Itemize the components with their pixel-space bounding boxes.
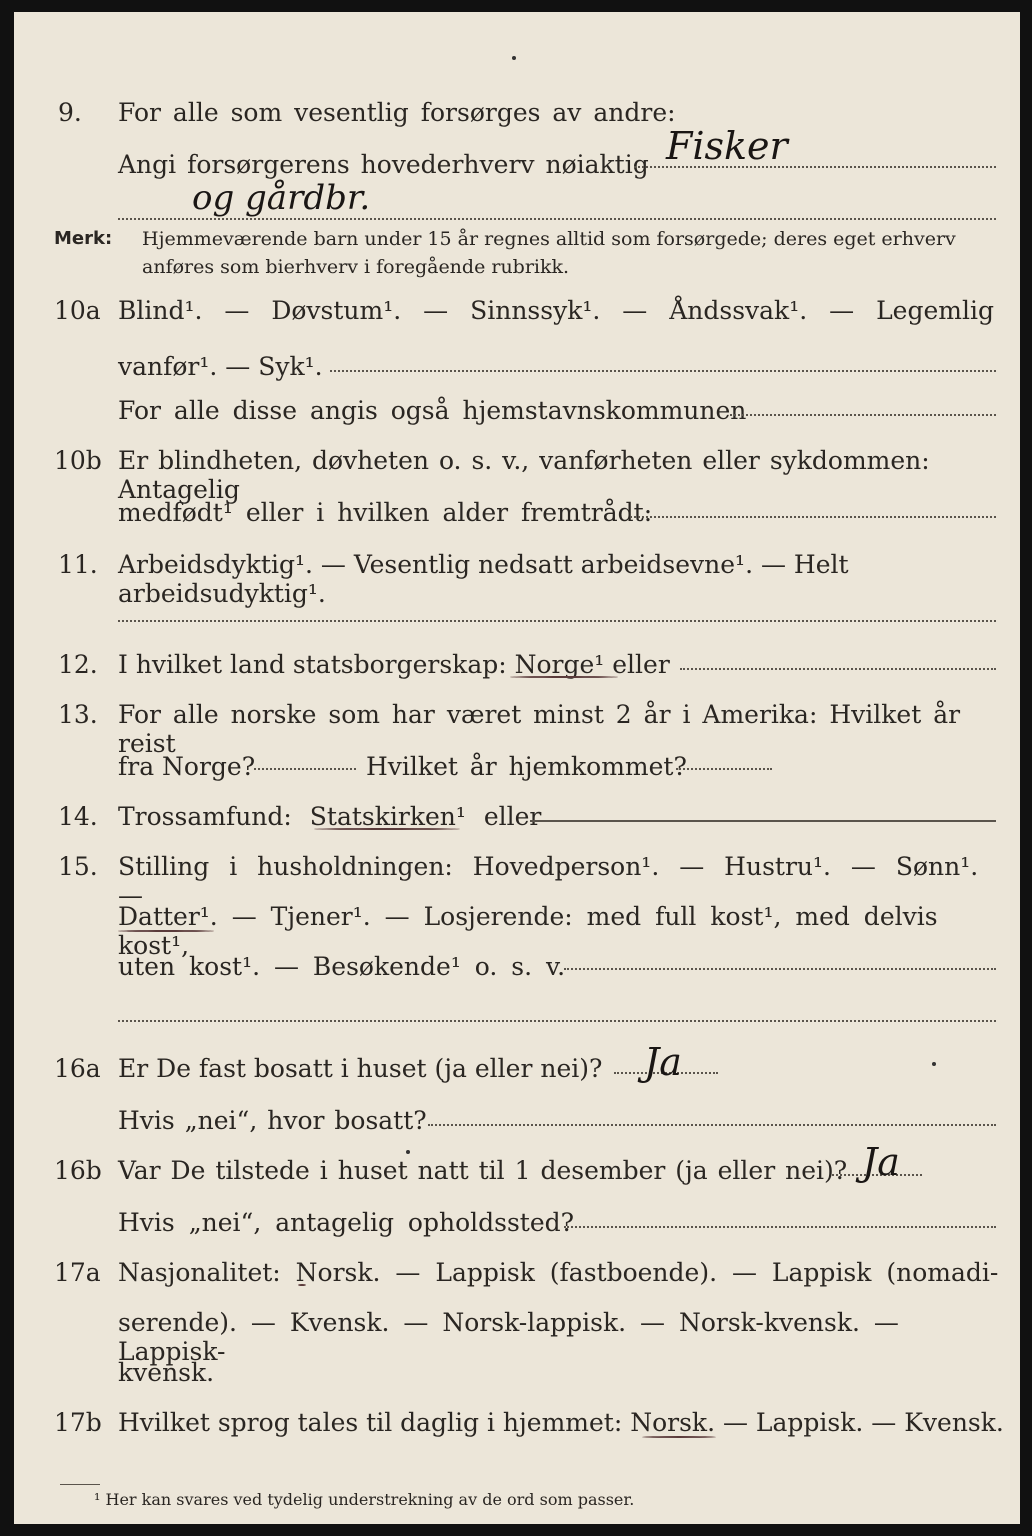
q17a-norsk-underline — [298, 1284, 306, 1286]
q13-hjemkommet-answer-line — [676, 768, 772, 770]
q13-reist-answer-line — [254, 768, 356, 770]
q16a-line1: Er De fast bosatt i huset (ja eller nei)? — [118, 1054, 603, 1083]
q16b-number: 16b — [54, 1156, 102, 1185]
paper-speck — [512, 56, 516, 60]
q9-handwritten-answer-1: Fisker — [666, 124, 788, 168]
q16a-number: 16a — [54, 1054, 101, 1083]
q13-line2a: fra Norge? — [118, 752, 256, 781]
q10b-number: 10b — [54, 446, 102, 475]
q16a-handwritten-answer: Ja — [644, 1040, 682, 1084]
q10a-number: 10a — [54, 296, 101, 325]
q17a-line1: Nasjonalitet: Norsk. — Lappisk (fastboende). — Lappisk (nomadi- — [118, 1258, 999, 1287]
q14-statskirken-underline — [314, 828, 460, 830]
q10a-answer-line — [330, 370, 996, 372]
q9-line1: For alle som vesentlig forsørges av andre: — [118, 98, 676, 127]
q13-number: 13. — [58, 700, 98, 729]
paper-speck — [932, 1062, 936, 1066]
q15-number: 15. — [58, 852, 98, 881]
q12-norge-underline — [510, 676, 618, 678]
q16b-line1: Var De tilstede i huset natt til 1 desember (ja eller nei)? — [118, 1156, 848, 1185]
footnote-rule — [60, 1484, 100, 1485]
q17a-number: 17a — [54, 1258, 101, 1287]
q9-number: 9. — [58, 98, 82, 127]
paper-speck — [406, 1150, 410, 1154]
q10b-line2: medfødt¹ eller i hvilken alder fremtrådt: — [118, 498, 653, 527]
q16a-answer-line-2 — [428, 1124, 996, 1126]
q11-line1: Arbeidsdyktig¹. — Vesentlig nedsatt arbeidsevne¹. — Helt arbeidsudyktig¹. — [118, 550, 849, 608]
q13-line1: For alle norske som har været minst 2 år i Amerika: Hvilket år reist — [118, 700, 961, 758]
q16b-handwritten-answer: Ja — [862, 1140, 900, 1184]
q15-datter-underline — [118, 930, 214, 932]
q9-line2: Angi forsørgerens hovederhverv nøiaktig — [118, 150, 649, 179]
q12-answer-line — [680, 668, 996, 670]
q10a-line1: Blind¹. — Døvstum¹. — Sinnssyk¹. — Åndssvak¹. — Legemlig — [118, 296, 994, 325]
q11-answer-line — [118, 620, 996, 622]
q12-number: 12. — [58, 650, 98, 679]
q17b-norsk-underline — [642, 1436, 716, 1438]
q10a-line2: vanfør¹. — Syk¹. — [118, 352, 323, 381]
q15-line3: uten kost¹. — Besøkende¹ o. s. v. — [118, 952, 566, 981]
merk-line1: Hjemmeværende barn under 15 år regnes alltid som forsørgede; deres eget erhverv — [142, 228, 956, 250]
q17a-line2: serende). — Kvensk. — Norsk-lappisk. — Norsk-kvensk. — Lappisk- — [118, 1308, 899, 1366]
q10a-answer-line-2 — [730, 414, 996, 416]
q9-handwritten-answer-2: og gårdbr. — [192, 178, 371, 218]
q9-answer-line-2 — [118, 218, 996, 220]
q15-answer-line — [564, 968, 996, 970]
q10b-answer-line — [630, 516, 996, 518]
merk-line2: anføres som bierhverv i foregående rubrikk. — [142, 256, 570, 278]
q10a-line3: For alle disse angis også hjemstavnskommunen — [118, 396, 747, 425]
q11-number: 11. — [58, 550, 98, 579]
footnote: ¹ Her kan svares ved tydelig understrekning av de ord som passer. — [94, 1490, 635, 1509]
census-form-page — [14, 12, 1020, 1524]
q17b-line1: Hvilket sprog tales til daglig i hjemmet: Norsk. — Lappisk. — Kvensk. — [118, 1408, 1004, 1437]
q14-answer-line — [530, 820, 996, 822]
merk-label: Merk: — [54, 228, 113, 249]
q15-line2: Datter¹. — Tjener¹. — Losjerende: med full kost¹, med delvis kost¹, — [118, 902, 938, 960]
q15-answer-line-2 — [118, 1020, 996, 1022]
q15-line1: Stilling i husholdningen: Hovedperson¹. — Hustru¹. — Sønn¹. — — [118, 852, 979, 910]
q13-line2b: Hvilket år hjemkommet? — [366, 752, 687, 781]
q16b-answer-line-2 — [564, 1226, 996, 1228]
q14-number: 14. — [58, 802, 98, 831]
q17b-number: 17b — [54, 1408, 102, 1437]
q16a-line2: Hvis „nei“, hvor bosatt? — [118, 1106, 427, 1135]
q12-line1: I hvilket land statsborgerskap: Norge¹ eller — [118, 650, 670, 679]
q16b-line2: Hvis „nei“, antagelig opholdssted? — [118, 1208, 575, 1237]
q14-line1: Trossamfund: Statskirken¹ eller — [118, 802, 542, 831]
q10b-line1: Er blindheten, døvheten o. s. v., vanførheten eller sykdommen: Antagelig — [118, 446, 930, 504]
q17a-line3: kvensk. — [118, 1358, 215, 1387]
